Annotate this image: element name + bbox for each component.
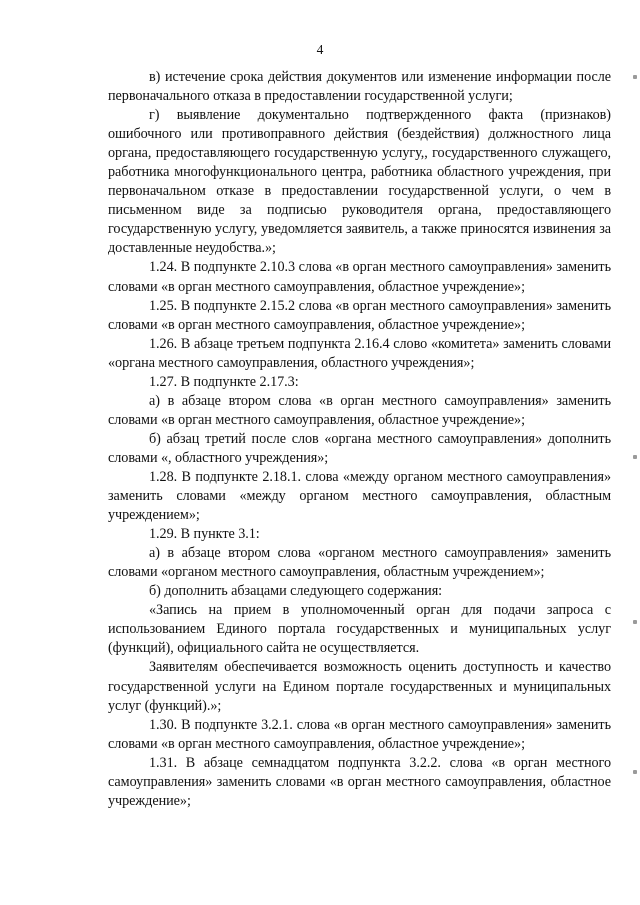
paragraph-1-29-b: б) дополнить абзацами следующего содержания: <box>149 583 443 600</box>
scan-edge-mark <box>633 620 637 624</box>
paragraph-1-26: 1.26. В абзаце третьем подпункта 2.16.4 слово «комитета» заменить словами «органа местного самоуправления, областного учреждения»; <box>108 335 611 371</box>
scan-edge-mark <box>633 455 637 459</box>
paragraph-1-28: 1.28. В подпункте 2.18.1. слова «между органом местного самоуправления» заменить словами «между органом местного самоуправления, областным учреждением»; <box>108 468 611 524</box>
paragraph-v-expiry: в) истечение срока действия документов или изменение информации после первоначального отказа в предоставлении государственной услуги; <box>108 69 611 105</box>
paragraph-1-29: 1.29. В пункте 3.1: <box>149 526 260 543</box>
paragraph-quote-appointment: «Запись на прием в уполномоченный орган для подачи запроса с использованием Единого портала государственных и муниципальных услуг (функций), официального сайта не осуществляется. <box>108 602 611 657</box>
paragraph-1-31: 1.31. В абзаце семнадцатом подпункта 3.2.2. слова «в орган местного самоуправления» заменить словами «в орган местного самоуправления, областное учреждение»; <box>108 754 611 809</box>
paragraph-1-25: 1.25. В подпункте 2.15.2 слова «в орган местного самоуправления» заменить словами «в орган местного самоуправления, областное учреждение»; <box>108 297 611 333</box>
document-body <box>108 68 611 811</box>
paragraph-1-24: 1.24. В подпункте 2.10.3 слова «в орган местного самоуправления» заменить словами «в орган местного самоуправления, областное учреждение»; <box>108 259 611 295</box>
paragraph-1-27: 1.27. В подпункте 2.17.3: <box>149 373 299 390</box>
paragraph-quote-assessment: Заявителям обеспечивается возможность оценить доступность и качество государственной услуги на Едином портале государственных и муниципальных услуг (функций).»; <box>108 659 611 714</box>
paragraph-g-error: г) выявление документально подтвержденного факта (признаков) ошибочного или противоправного действия (бездействия) должностного лица органа, предоставляющего государственную услугу,, государственного служащего, работника многофункционального центра, работника областного учреждения, при первоначальном отказе в предоставлении государственной услуги, о чем в письменном виде за подписью руководителя органа, предоставляющего государственную услугу, уведомляется заявитель, а также приносятся извинения за доставленные неудобства.»; <box>108 107 611 257</box>
paragraph-1-30: 1.30. В подпункте 3.2.1. слова «в орган местного самоуправления» заменить словами «в орган местного самоуправления, областное учреждение»; <box>108 716 611 752</box>
page-number: 4 <box>316 42 324 57</box>
scan-edge-mark <box>633 75 637 79</box>
paragraph-1-29-a: а) в абзаце втором слова «органом местного самоуправления» заменить словами «органом местного самоуправления, областным учреждением»; <box>108 545 611 581</box>
paragraph-1-27-b: б) абзац третий после слов «органа местного самоуправления» дополнить словами «, областного учреждения»; <box>108 430 611 466</box>
paragraph-1-27-a: а) в абзаце втором слова «в орган местного самоуправления» заменить словами «в орган местного самоуправления, областное учреждение»; <box>108 392 611 428</box>
scan-edge-mark <box>633 770 637 774</box>
